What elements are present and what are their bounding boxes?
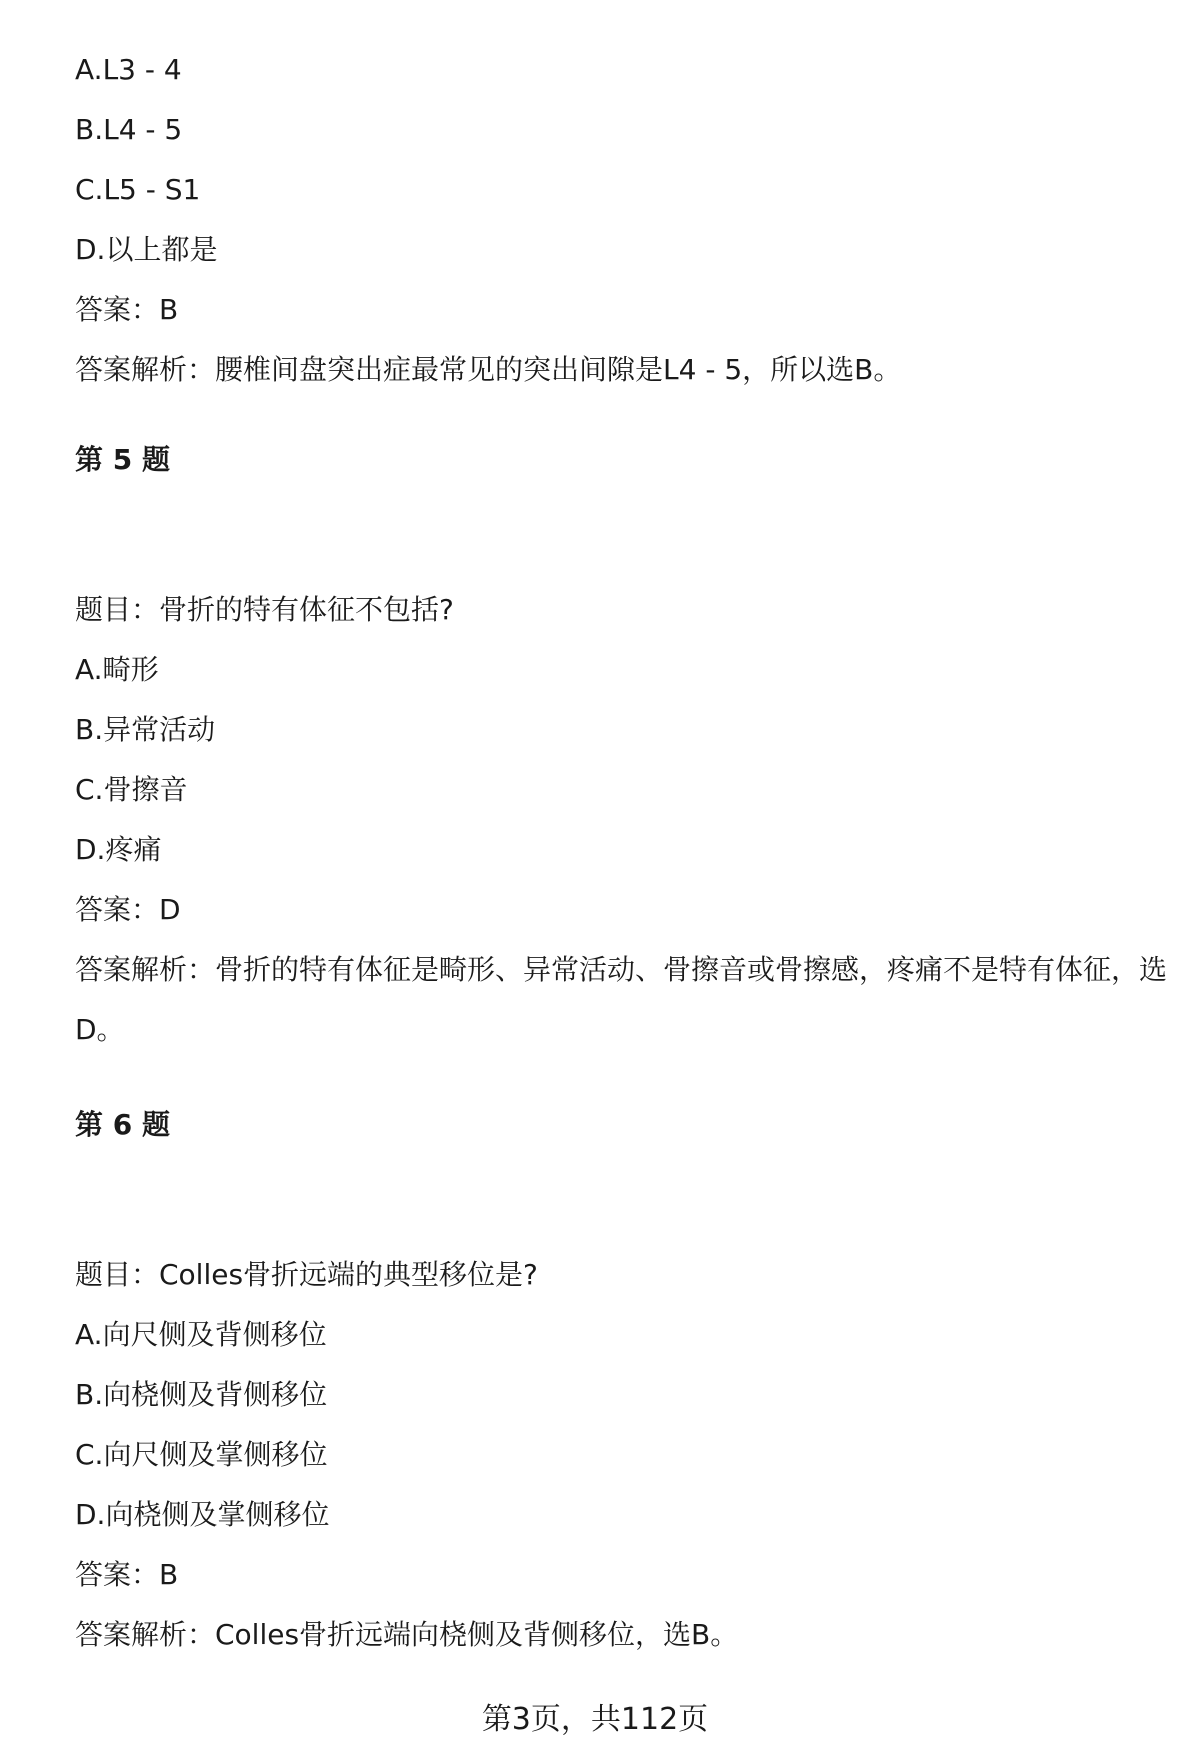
- option-d: D.向桡侧及掌侧移位: [75, 1498, 330, 1531]
- option-b: B.L4 - 5: [75, 113, 183, 146]
- option-c: C.向尺侧及掌侧移位: [75, 1438, 328, 1471]
- option-b: B.向桡侧及背侧移位: [75, 1378, 328, 1411]
- answer-analysis: 答案解析：腰椎间盘突出症最常见的突出间隙是L4 - 5，所以选B。: [75, 353, 902, 386]
- option-b: B.异常活动: [75, 713, 216, 746]
- option-d: D.疼痛: [75, 833, 162, 866]
- option-a: A.向尺侧及背侧移位: [75, 1318, 327, 1351]
- option-d: D.以上都是: [75, 233, 218, 266]
- option-c: C.骨擦音: [75, 773, 188, 806]
- question-text: 题目：Colles骨折远端的典型移位是?: [75, 1258, 538, 1291]
- answer-analysis: 答案解析：骨折的特有体征是畸形、异常活动、骨擦音或骨擦感，疼痛不是特有体征，选D。: [75, 953, 1168, 1046]
- answer: 答案：D: [75, 893, 181, 926]
- answer: 答案：B: [75, 1558, 179, 1591]
- question-text: 题目：骨折的特有体征不包括?: [75, 593, 454, 626]
- answer-analysis: 答案解析：Colles骨折远端向桡侧及背侧移位，选B。: [75, 1618, 739, 1651]
- question-heading: 第 6 题: [75, 1108, 170, 1141]
- question-heading: 第 5 题: [75, 443, 170, 476]
- option-a: A.畸形: [75, 653, 159, 686]
- option-a: A.L3 - 4: [75, 53, 182, 86]
- page-number-footer: 第3页，共112页: [481, 1702, 709, 1737]
- answer: 答案：B: [75, 293, 179, 326]
- option-c: C.L5 - S1: [75, 173, 201, 206]
